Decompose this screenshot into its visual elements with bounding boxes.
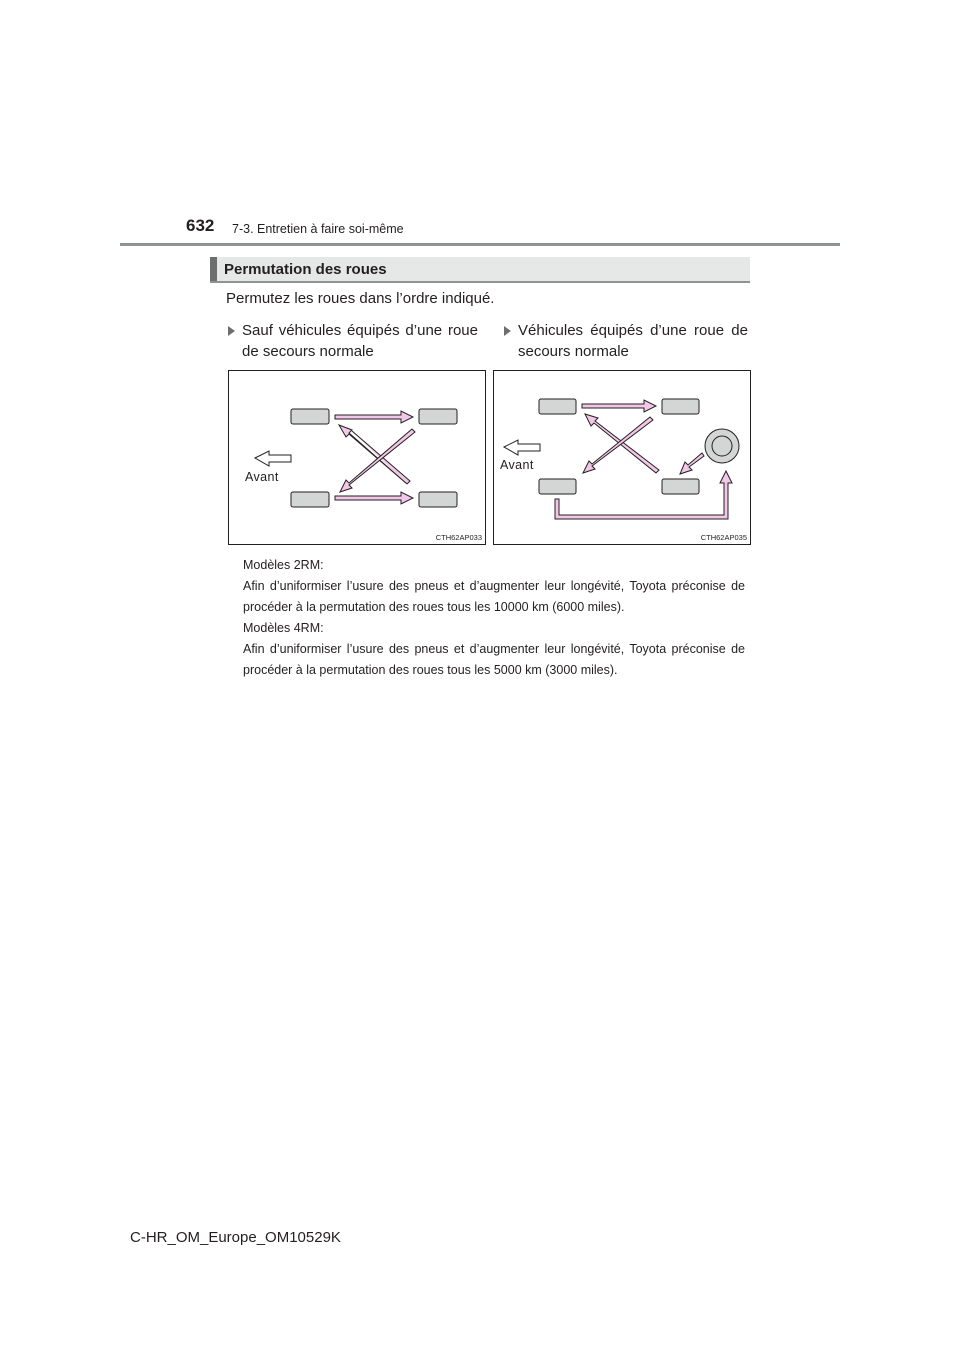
section-heading: Permutation des roues — [224, 261, 387, 278]
front-label: Avant — [500, 458, 534, 472]
bullet-text: Sauf véhicules équipés d’une roue de secours normale — [242, 322, 478, 360]
arrow-bottom — [335, 492, 413, 504]
wheel-front-right — [539, 479, 576, 494]
arrow-diag-down — [583, 417, 653, 473]
wheel-rear-left — [419, 409, 457, 424]
note-text-2wd: Afin d’uniformiser l’usure des pneus et d’augmenter leur longévité, Toyota préconise de procéder à la permutation des roues tous les 10000 km (6000 miles). — [243, 579, 745, 614]
arrow-loop-to-spare — [555, 471, 732, 519]
rotation-diagram-with-spare — [493, 370, 751, 545]
note-title-4wd: Modèles 4RM: — [243, 621, 324, 635]
arrow-diag-down — [340, 429, 415, 492]
bullet-without-spare — [228, 320, 478, 362]
note-title-2wd: Modèles 2RM: — [243, 558, 324, 572]
arrow-top — [582, 400, 656, 412]
figure-code: CTH62AP035 — [700, 533, 747, 542]
intro-text: Permutez les roues dans l’ordre indiqué. — [226, 290, 495, 307]
arrow-top — [335, 411, 413, 423]
header-rule — [120, 243, 840, 246]
section-bar-accent — [210, 257, 217, 281]
front-direction-arrow-icon — [504, 440, 540, 455]
spare-wheel-inner — [712, 436, 732, 456]
arrow-spare-to-rear — [680, 453, 704, 474]
bullet-with-spare — [504, 320, 748, 362]
rotation-diagram-four-wheels — [228, 370, 486, 545]
page-number: 632 — [186, 216, 215, 235]
wheel-rear-right — [419, 492, 457, 507]
front-label: Avant — [245, 470, 279, 484]
section-heading-bar — [210, 257, 750, 283]
front-direction-arrow-icon — [255, 451, 291, 466]
note-text-4wd: Afin d’uniformiser l’usure des pneus et d’augmenter leur longévité, Toyota préconise de procéder à la permutation des roues tous les 5000 km (3000 miles). — [243, 642, 745, 677]
arrow-diag-up — [339, 425, 410, 484]
bullet-triangle-icon — [504, 326, 511, 336]
wheel-front-right — [291, 492, 329, 507]
footer-doc-code: C-HR_OM_Europe_OM10529K — [130, 1229, 341, 1246]
wheel-front-left — [539, 399, 576, 414]
wheel-rear-left — [662, 399, 699, 414]
bullet-text: Véhicules équipés d’une roue de secours normale — [518, 322, 748, 360]
chapter-title: 7-3. Entretien à faire soi-même — [232, 222, 404, 236]
figure-code: CTH62AP033 — [435, 533, 482, 542]
wheel-rear-right — [662, 479, 699, 494]
wheel-front-left — [291, 409, 329, 424]
bullet-triangle-icon — [228, 326, 235, 336]
